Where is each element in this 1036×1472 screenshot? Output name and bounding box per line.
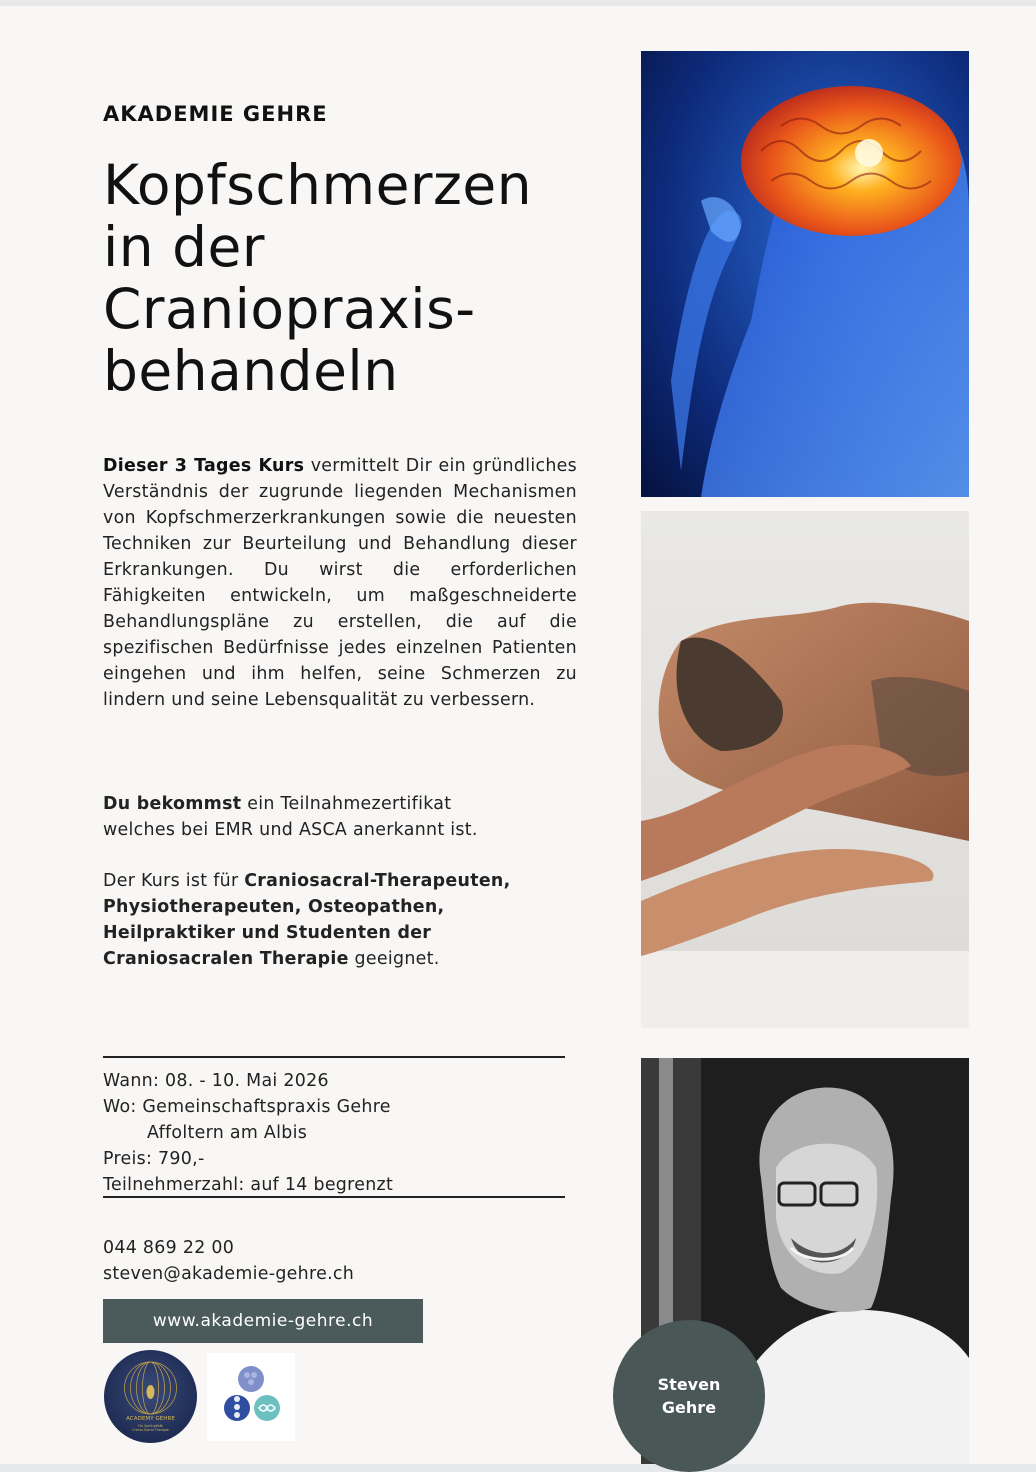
instructor-first-name: Steven [657, 1375, 721, 1394]
title-line: Craniopraxis- [103, 277, 476, 341]
audience-line: Craniosacralen Therapie [103, 949, 349, 969]
course-details [103, 1068, 573, 1198]
certificate-text-1: ein Teilnahmezertifikat [241, 794, 452, 814]
practice-logo [207, 1353, 295, 1441]
detail-when: Wann: 08. - 10. Mai 2026 [103, 1071, 329, 1091]
brand-name: AKADEMIE GEHRE [103, 102, 328, 126]
academy-logo-name: ACADEMY GEHRE [126, 1416, 175, 1422]
course-title [103, 154, 623, 402]
flyer-page [0, 6, 1036, 1464]
instructor-last-name: Gehre [661, 1398, 717, 1417]
contact-phone[interactable]: 044 869 22 00 [103, 1238, 235, 1258]
detail-where-place: Affoltern am Albis [147, 1123, 308, 1143]
title-line: Kopfschmerzen [103, 153, 533, 217]
craniosacral-treatment-image [641, 511, 969, 1028]
audience-line: Craniosacral-Therapeuten, [244, 871, 511, 891]
headache-brain-image [641, 51, 969, 497]
divider-top [103, 1056, 565, 1058]
course-description [103, 453, 577, 713]
audience-suffix: geeignet. [348, 949, 440, 969]
detail-participants: Teilnehmerzahl: auf 14 begrenzt [103, 1175, 394, 1195]
instructor-name-badge [613, 1320, 765, 1472]
description-lead: Dieser 3 Tages Kurs [103, 456, 305, 476]
detail-price: Preis: 790,- [103, 1149, 205, 1169]
certificate-info [103, 791, 577, 843]
audience-prefix: Der Kurs ist für [103, 871, 245, 891]
certificate-text-2: welches bei EMR und ASCA anerkannt ist. [103, 820, 478, 840]
audience-line: Heilpraktiker und Studenten der [103, 923, 432, 943]
audience-line: Physiotherapeuten, Osteopathen, [103, 897, 445, 917]
description-text: vermittelt Dir ein gründliches Verständnis der zugrunde liegenden Mechanismen von Kopfschmerzerkrankungen sowie die neuesten Techniken zur Beurteilung und Behandlung dieser Erkrankungen. Du wirst die erforderlichen Fähigkeiten entwickeln, um maßgeschneiderte Behandlungspläne zu erstellen, die auf die spezifischen Bedürfnisse jedes einzelnen Patienten eingehen und ihm helfen, seine Schmerzen zu lindern und seine Lebensqualität zu verbessern. [103, 456, 577, 710]
academy-logo-line1: Für Spiritualität [138, 1424, 163, 1428]
website-button[interactable]: www.akademie-gehre.ch [103, 1299, 423, 1343]
academy-logo [104, 1350, 197, 1443]
contact-email[interactable]: steven@akademie-gehre.ch [103, 1264, 355, 1284]
title-line: in der [103, 215, 265, 279]
practice-logo-graphic [207, 1353, 295, 1441]
divider-bottom [103, 1196, 565, 1198]
contact-info [103, 1235, 354, 1287]
title-line: behandeln [103, 339, 399, 403]
certificate-lead: Du bekommst [103, 794, 242, 814]
target-audience [103, 868, 577, 972]
detail-where: Wo: Gemeinschaftspraxis Gehre [103, 1097, 391, 1117]
academy-logo-line2: Cranio-Sacral Therapie [132, 1428, 169, 1432]
academy-logo-graphic [104, 1350, 197, 1443]
